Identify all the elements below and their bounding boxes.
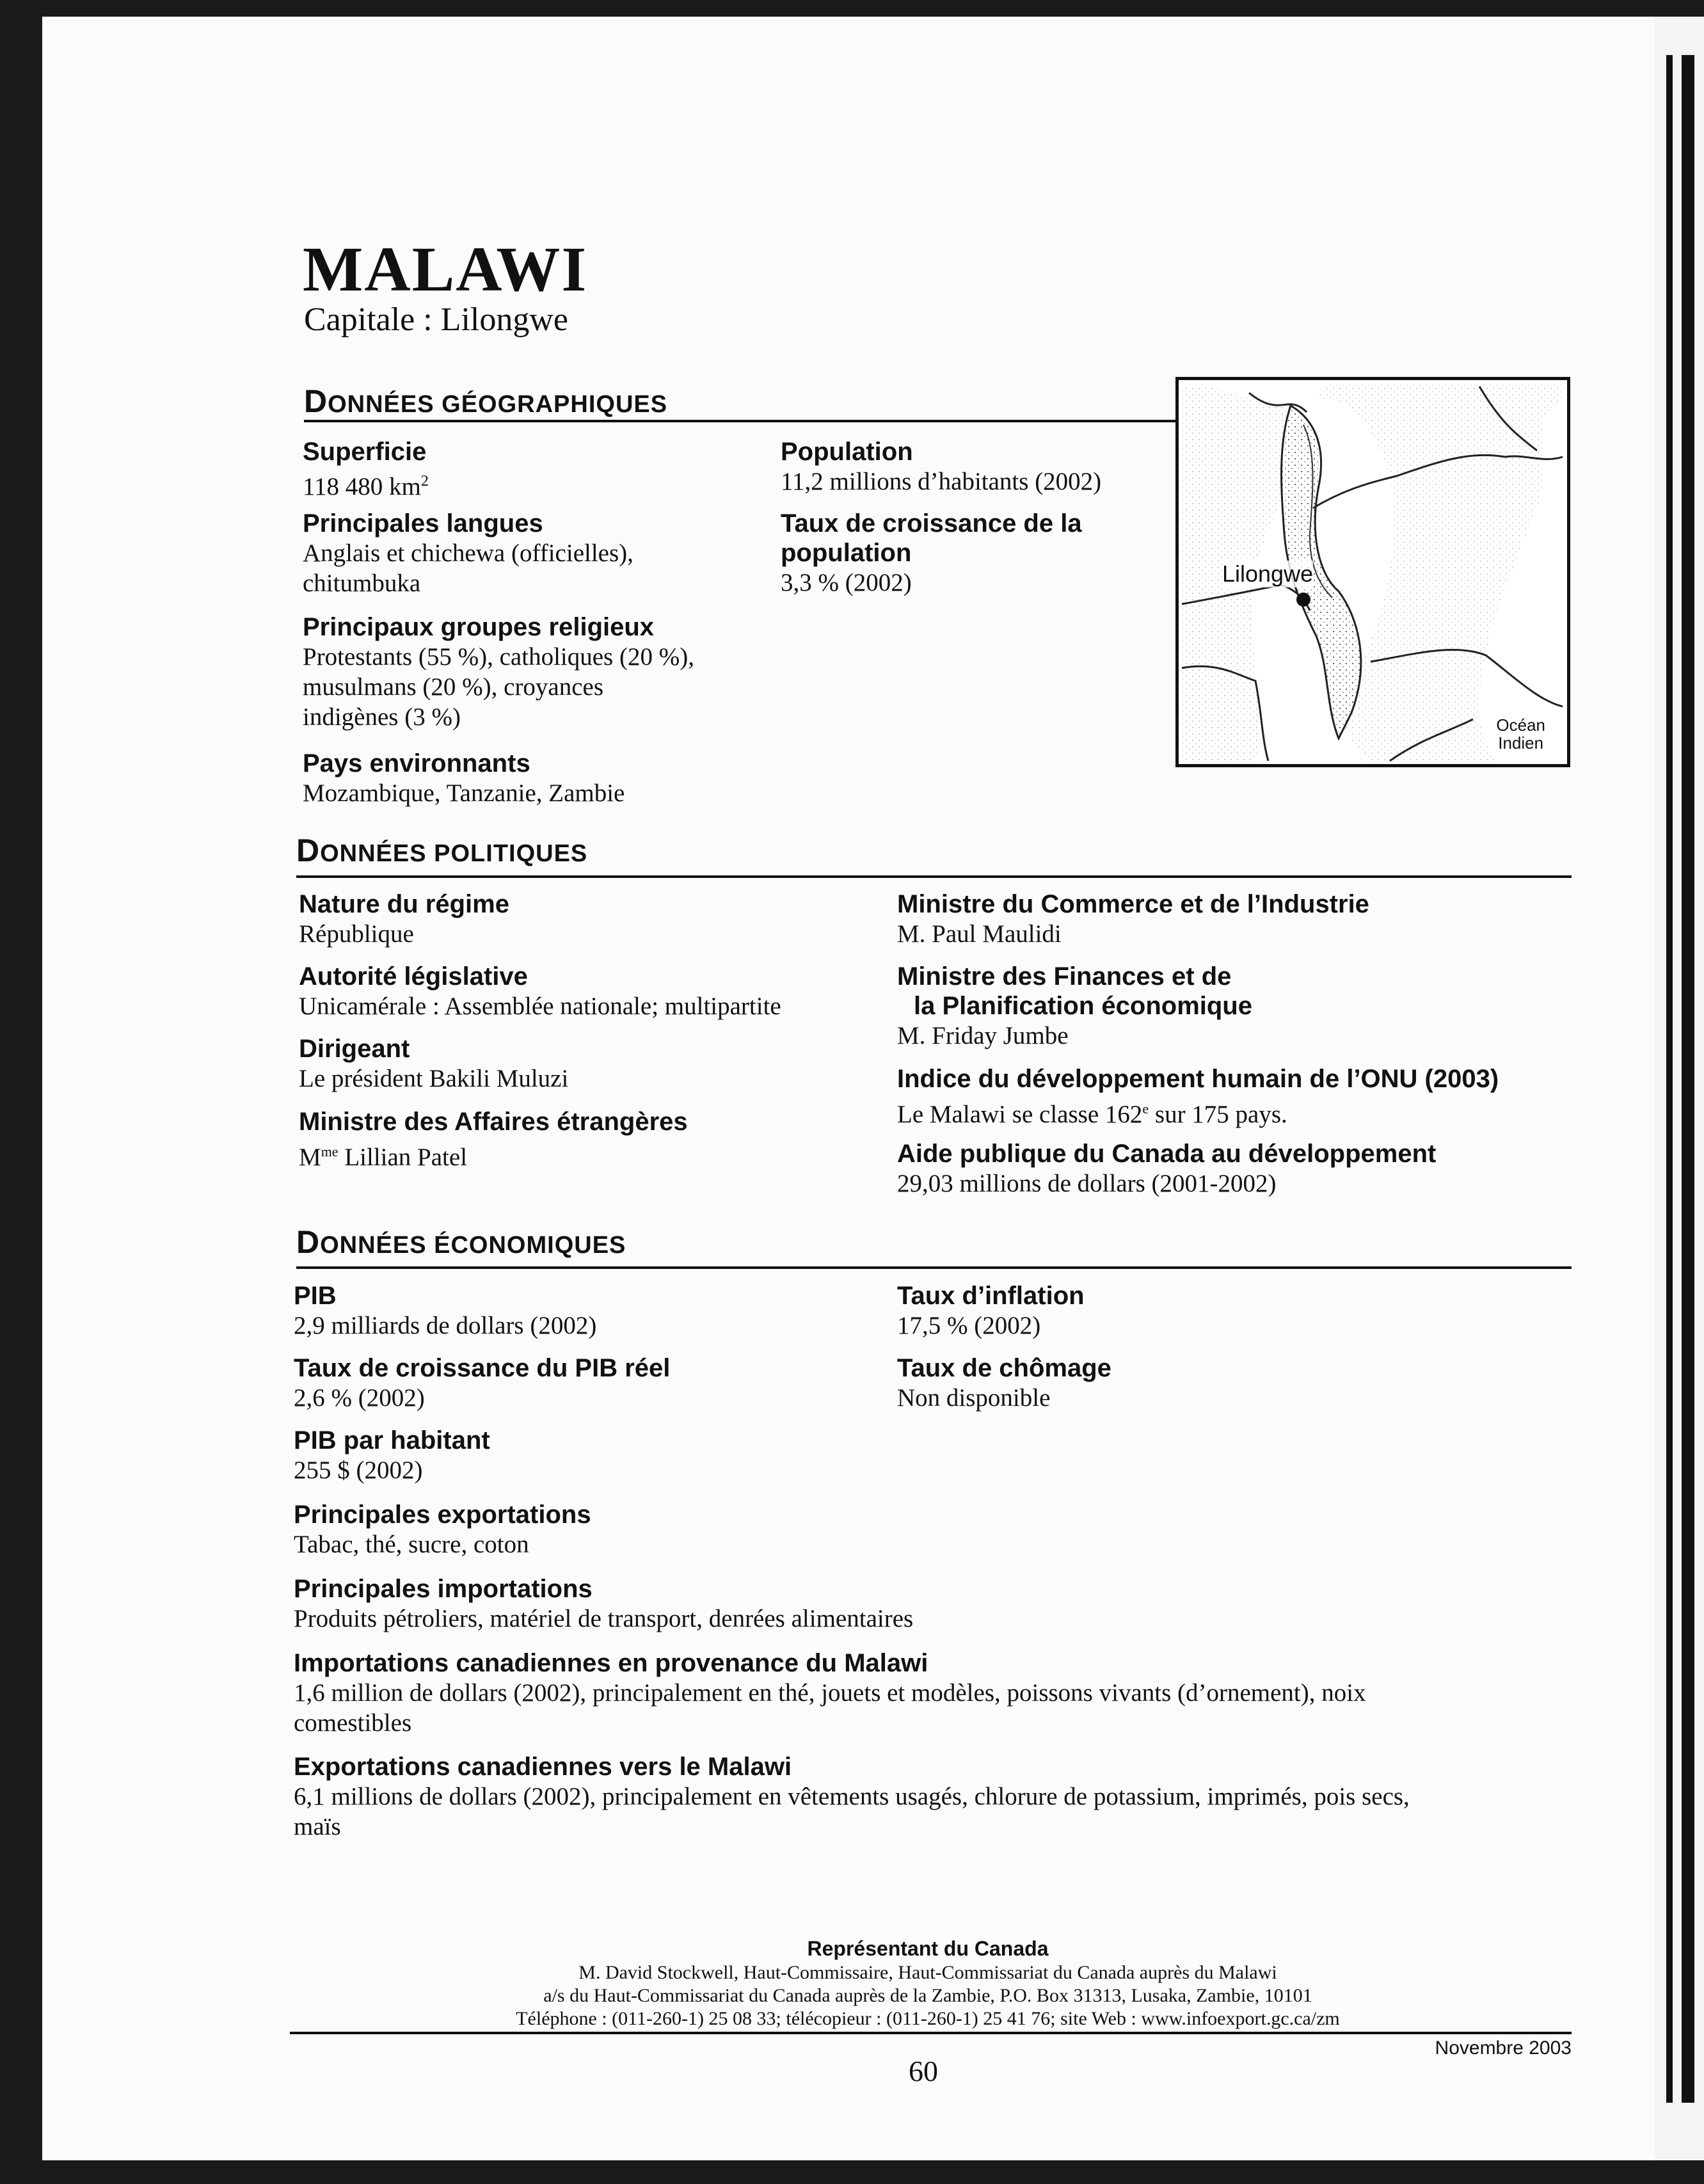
section-rule <box>304 420 1177 422</box>
langues-block <box>303 509 633 598</box>
croissance-pop-label: population <box>781 539 912 567</box>
importations-block <box>294 1574 913 1634</box>
croissance-pop-block <box>781 509 1082 598</box>
section-heading-eco: DONNÉES ÉCONOMIQUES <box>296 1224 626 1260</box>
religions-label: Principaux groupes religieux <box>303 613 655 641</box>
representative-line: Téléphone : (011-260-1) 25 08 33; télécopieur : (011-260-1) 25 41 76; site Web : www.infoexport.gc.ca/zm <box>516 2008 1340 2029</box>
capital-subtitle: Capitale : Lilongwe <box>304 301 569 338</box>
pib-habitant-value: 255 $ (2002) <box>294 1456 423 1484</box>
finances-value: M. Friday Jumbe <box>897 1022 1069 1049</box>
representative-line: a/s du Haut-Commissariat du Canada auprès de la Zambie, P.O. Box 31313, Lusaka, Zambie, 10101 <box>543 1985 1312 2006</box>
representative-title: Représentant du Canada <box>807 1937 1049 1960</box>
superficie-value: 118 480 $km^2$ <box>303 473 429 500</box>
superficie-block <box>303 437 429 502</box>
superficie-label: Superficie <box>303 438 427 466</box>
page-number: 60 <box>909 2055 938 2087</box>
chomage-block <box>897 1353 1111 1413</box>
location-map <box>1175 377 1570 767</box>
affaires-value: $M^{me}$ Lillian Patel <box>299 1144 468 1171</box>
section-rule <box>296 1266 1572 1269</box>
legislative-block <box>299 962 781 1021</box>
capital-marker-icon <box>1296 593 1310 607</box>
dirigeant-label: Dirigeant <box>299 1035 410 1063</box>
page-title: MALAWI <box>303 234 588 305</box>
imp-canadiennes-value: 1,6 million de dollars (2002), principalement en thé, jouets et modèles, poissons vivants (d’ornement), noix <box>294 1679 1366 1707</box>
exp-canadiennes-value: maïs <box>294 1813 341 1840</box>
aide-value: 29,03 millions de dollars (2001-2002) <box>897 1170 1277 1197</box>
importations-label: Principales importations <box>294 1575 593 1603</box>
idh-label: Indice du développement humain de l’ONU (2003) <box>897 1065 1499 1093</box>
legislative-value: Unicamérale : Assemblée nationale; multipartite <box>299 992 781 1020</box>
section-heading-pol: DONNÉES POLITIQUES <box>296 833 588 868</box>
pib-label: PIB <box>294 1282 337 1310</box>
population-block <box>781 437 1101 497</box>
pib-block <box>294 1281 596 1341</box>
exp-canadiennes-value: 6,1 millions de dollars (2002), principalement en vêtements usagés, chlorure de potassium, imprimés, pois secs, <box>294 1783 1410 1810</box>
affaires-label: Ministre des Affaires étrangères <box>299 1108 688 1136</box>
commerce-label: Ministre du Commerce et de l’Industrie <box>897 890 1369 918</box>
imp-canadiennes-label: Importations canadiennes en provenance du Malawi <box>294 1649 928 1677</box>
religions-block <box>303 612 694 732</box>
exportations-block <box>294 1500 591 1559</box>
religions-value: indigènes (3 %) <box>303 703 461 731</box>
croissance-pop-value: 3,3 % (2002) <box>781 569 912 596</box>
commerce-block <box>897 889 1369 949</box>
representative-line: M. David Stockwell, Haut-Commissaire, Haut-Commissariat du Canada auprès du Malawi <box>578 1962 1277 1983</box>
idh-block <box>897 1064 1499 1129</box>
pib-value: 2,9 milliards de dollars (2002) <box>294 1312 597 1339</box>
exp-canadiennes-block <box>294 1752 1567 1842</box>
pib-habitant-label: PIB par habitant <box>294 1426 490 1455</box>
croissance-pop-label: Taux de croissance de la <box>781 509 1082 538</box>
inflation-value: 17,5 % (2002) <box>897 1312 1041 1339</box>
affaires-block <box>299 1107 688 1172</box>
binder-bar <box>1682 55 1694 2103</box>
inflation-block <box>897 1281 1085 1341</box>
imp-canadiennes-value: comestibles <box>294 1709 412 1737</box>
imp-canadiennes-block <box>294 1648 1567 1738</box>
chomage-label: Taux de chômage <box>897 1354 1111 1382</box>
footer-rule <box>290 2032 1572 2034</box>
binder-bar <box>1666 55 1673 2103</box>
population-label: Population <box>781 438 913 466</box>
croissance-pib-block <box>294 1353 670 1413</box>
map-city-label: Lilongwe <box>1222 561 1314 587</box>
regime-value: République <box>299 920 414 948</box>
binder-edge <box>1655 17 1704 2160</box>
aide-block <box>897 1139 1436 1199</box>
langues-value: Anglais et chichewa (officielles), <box>303 539 633 567</box>
finances-label: la Planification économique <box>914 992 1252 1020</box>
legislative-label: Autorité législative <box>299 962 528 991</box>
croissance-pib-label: Taux de croissance du PIB réel <box>294 1354 671 1382</box>
dirigeant-block <box>299 1034 568 1094</box>
exportations-value: Tabac, thé, sucre, coton <box>294 1531 529 1558</box>
chomage-value: Non disponible <box>897 1384 1051 1412</box>
idh-value: Le Malawi se classe 162e sur 175 pays. <box>897 1101 1287 1128</box>
exp-canadiennes-label: Exportations canadiennes vers le Malawi <box>294 1753 792 1781</box>
croissance-pib-value: 2,6 % (2002) <box>294 1384 425 1412</box>
finances-block <box>897 962 1252 1051</box>
section-heading-geo: DONNÉES GÉOGRAPHIQUES <box>304 383 668 419</box>
pib-habitant-block <box>294 1426 490 1485</box>
map-ocean-label: Océan Indien <box>1496 715 1545 753</box>
exportations-label: Principales exportations <box>294 1501 591 1529</box>
importations-value: Produits pétroliers, matériel de transport, denrées alimentaires <box>294 1605 914 1632</box>
representative-footer <box>282 1936 1574 2030</box>
pays-block <box>303 749 625 808</box>
regime-label: Nature du régime <box>299 890 509 918</box>
pays-label: Pays environnants <box>303 749 530 777</box>
langues-label: Principales langues <box>303 509 543 538</box>
pays-value: Mozambique, Tanzanie, Zambie <box>303 779 625 807</box>
dirigeant-value: Le président Bakili Muluzi <box>299 1065 569 1092</box>
langues-value: chitumbuka <box>303 570 421 597</box>
population-value: 11,2 millions d’habitants (2002) <box>781 468 1102 495</box>
aide-label: Aide publique du Canada au développement <box>897 1140 1437 1168</box>
section-rule <box>296 875 1572 878</box>
commerce-value: M. Paul Maulidi <box>897 920 1062 948</box>
inflation-label: Taux d’inflation <box>897 1282 1085 1310</box>
regime-block <box>299 889 509 949</box>
finances-label: Ministre des Finances et de <box>897 962 1232 991</box>
publication-date: Novembre 2003 <box>1435 2037 1572 2059</box>
religions-value: Protestants (55 %), catholiques (20 %), <box>303 643 694 671</box>
religions-value: musulmans (20 %), croyances <box>303 673 604 701</box>
